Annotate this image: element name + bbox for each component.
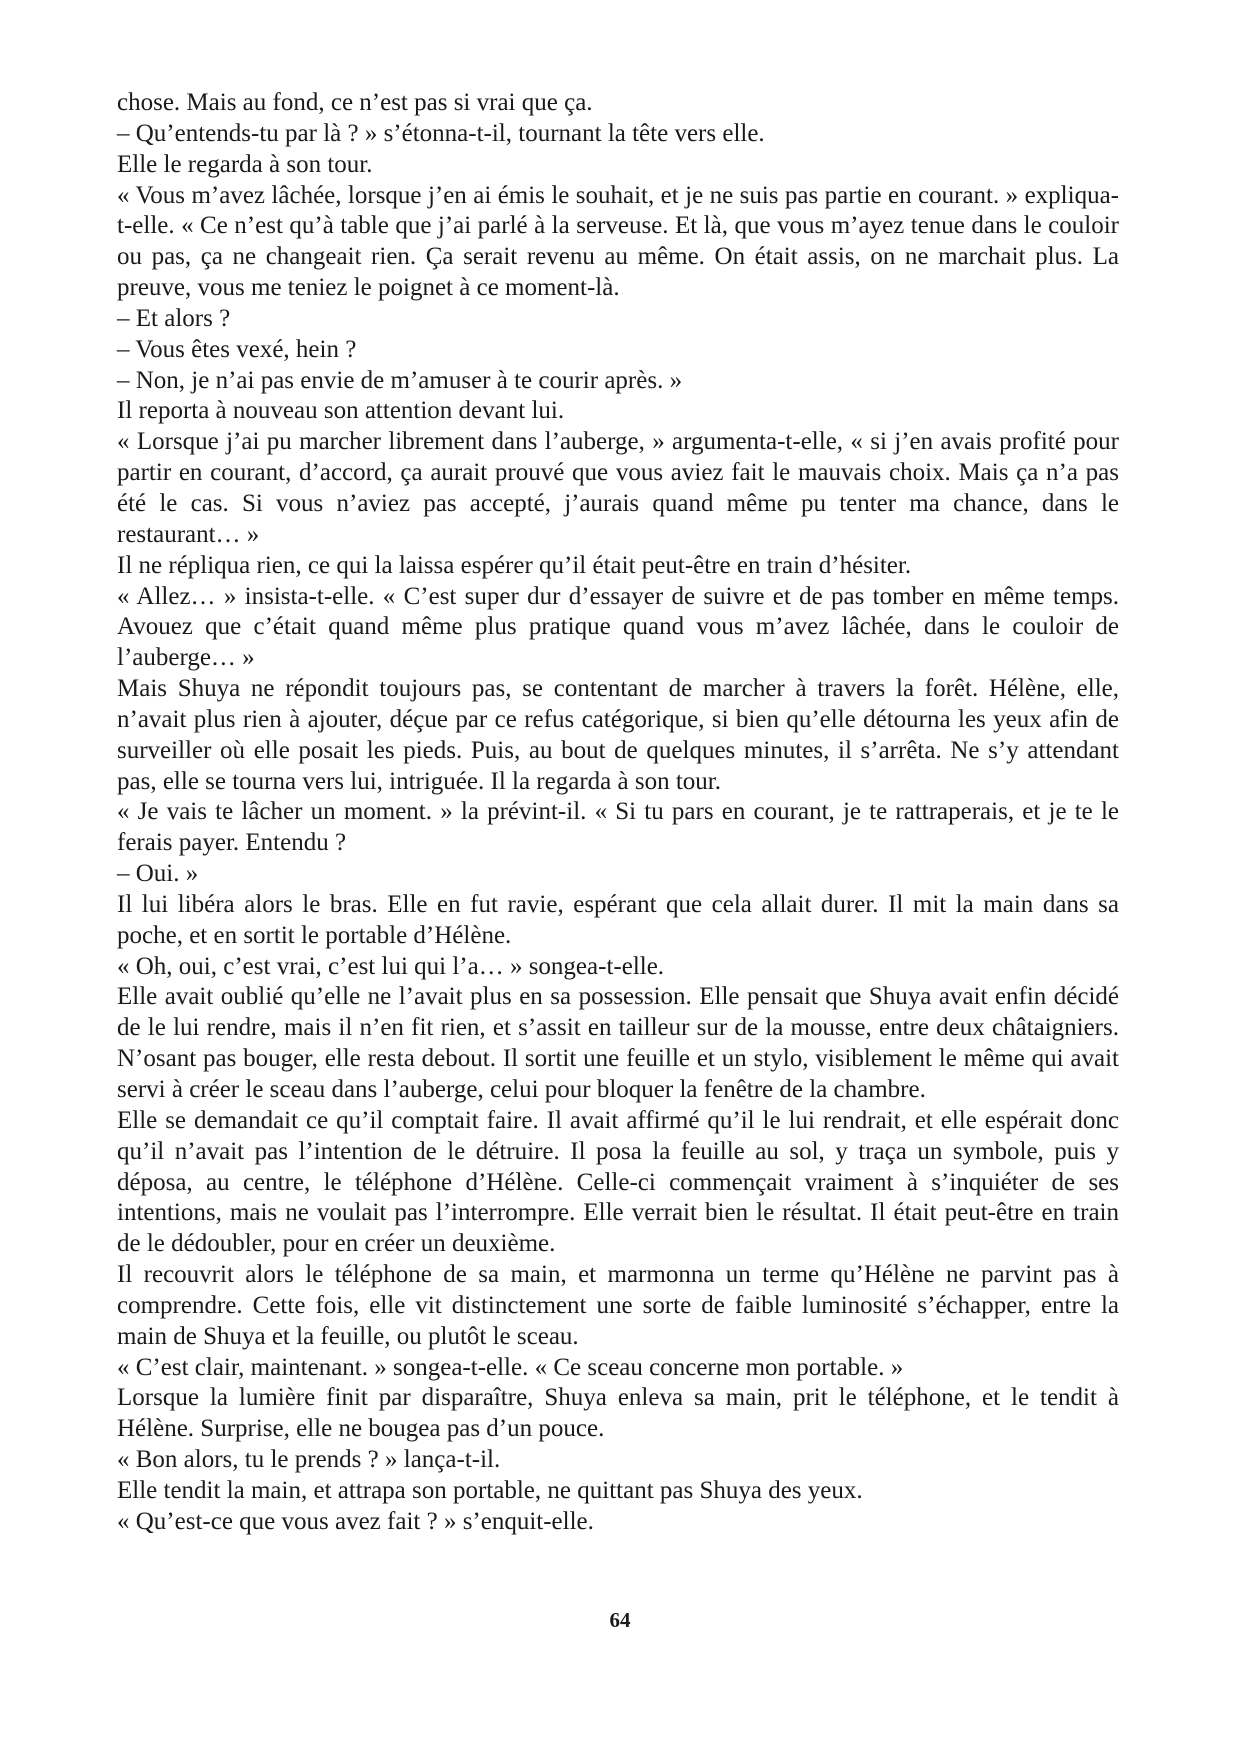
body-text <box>117 88 1119 1538</box>
paragraph: – Vous êtes vexé, hein ? <box>117 335 357 363</box>
paragraph: – Qu’entends-tu par là ? » s’étonna-t-il, tournant la tête vers elle. <box>117 119 765 147</box>
paragraph: chose. Mais au fond, ce n’est pas si vrai que ça. <box>117 89 593 116</box>
paragraph: Il recouvrit alors le téléphone de sa main, et marmonna un terme qu’Hélène ne parvint pas à comprendre. Cette fois, elle vit distinctement une sorte de faible luminosité s’échapper, entre la main de Shuya et la feuille, ou plutôt le sceau. <box>117 1261 1119 1350</box>
paragraph: « Lorsque j’ai pu marcher librement dans l’auberge, » argumenta-t-elle, « si j’en avais profité pour partir en courant, d’accord, ça aurait prouvé que vous aviez fait le mauvais choix. Mais ça n’a pas été le cas. Si vous n’aviez pas accepté, j’aurais quand même pu tenter ma chance, dans le restaurant… » <box>117 428 1119 548</box>
paragraph: Il reporta à nouveau son attention devant lui. <box>117 397 565 425</box>
paragraph: « C’est clair, maintenant. » songea-t-elle. « Ce sceau concerne mon portable. » <box>117 1353 904 1381</box>
paragraph: Il ne répliqua rien, ce qui la laissa espérer qu’il était peut-être en train d’hésiter. <box>117 551 912 579</box>
paragraph: « Allez… » insista-t-elle. « C’est super dur d’essayer de suivre et de pas tomber en même temps. Avouez que c’était quand même plus pratique quand vous m’avez lâchée, dans le couloir de l’auberge… » <box>117 582 1119 672</box>
page-number: 64 <box>609 1608 631 1632</box>
paragraph: « Vous m’avez lâchée, lorsque j’en ai émis le souhait, et je ne suis pas partie en courant. » expliqua-t-elle. « Ce n’est qu’à table que j’ai parlé à la serveuse. Et là, que vous m’ayez tenue dans le couloir ou pas, ça ne changeait rien. Ça serait revenu au même. On était assis, on ne marchait plus. La preuve, vous me teniez le poignet à ce moment-là. <box>117 181 1119 302</box>
paragraph: – Non, je n’ai pas envie de m’amuser à te courir après. » <box>117 366 683 394</box>
paragraph: Elle avait oublié qu’elle ne l’avait plus en sa possession. Elle pensait que Shuya avait enfin décidé de le lui rendre, mais il n’en fit rien, et s’assit en tailleur sur de la mousse, entre deux châtaigniers. N’osant pas bouger, elle resta debout. Il sortit une feuille et un stylo, visiblement le même qui avait servi à créer le sceau dans l’auberge, celui pour bloquer la fenêtre de la chambre. <box>117 983 1119 1103</box>
paragraph: Lorsque la lumière finit par disparaître, Shuya enleva sa main, prit le téléphone, et le tendit à Hélène. Surprise, elle ne bougea pas d’un pouce. <box>117 1384 1119 1443</box>
paragraph: « Bon alors, tu le prends ? » lança-t-il. <box>117 1446 501 1474</box>
paragraph: « Je vais te lâcher un moment. » la prévint-il. « Si tu pars en courant, je te rattraperais, et je te le ferais payer. Entendu ? <box>117 798 1119 857</box>
paragraph: Elle tendit la main, et attrapa son portable, ne quittant pas Shuya des yeux. <box>117 1476 863 1504</box>
paragraph: Il lui libéra alors le bras. Elle en fut ravie, espérant que cela allait durer. Il mit la main dans sa poche, et en sortit le portable d’Hélène. <box>117 890 1119 949</box>
paragraph: Elle se demandait ce qu’il comptait faire. Il avait affirmé qu’il le lui rendrait, et elle espérait donc qu’il n’avait pas l’intention de le détruire. Il posa la feuille au sol, y traça un symbole, puis y déposa, au centre, le téléphone d’Hélène. Celle-ci commençait vraiment à s’inquiéter de ses intentions, mais ne voulait pas l’interrompre. Elle verrait bien le résultat. Il était peut-être en train de le dédoubler, pour en créer un deuxième. <box>117 1106 1119 1258</box>
paragraph: « Oh, oui, c’est vrai, c’est lui qui l’a… » songea-t-elle. <box>117 952 665 980</box>
paragraph: « Qu’est-ce que vous avez fait ? » s’enquit-elle. <box>117 1507 594 1535</box>
paragraph: Mais Shuya ne répondit toujours pas, se contentant de marcher à travers la forêt. Hélène, elle, n’avait plus rien à ajouter, déçue par ce refus catégorique, si bien qu’elle détourna les yeux afin de surveiller où elle posait les pieds. Puis, au bout de quelques minutes, il s’arrêta. Ne s’y attendant pas, elle se tourna vers lui, intriguée. Il la regarda à son tour. <box>117 675 1119 795</box>
paragraph: – Et alors ? <box>117 304 231 332</box>
paragraph: Elle le regarda à son tour. <box>117 150 373 178</box>
paragraph: – Oui. » <box>117 860 199 888</box>
